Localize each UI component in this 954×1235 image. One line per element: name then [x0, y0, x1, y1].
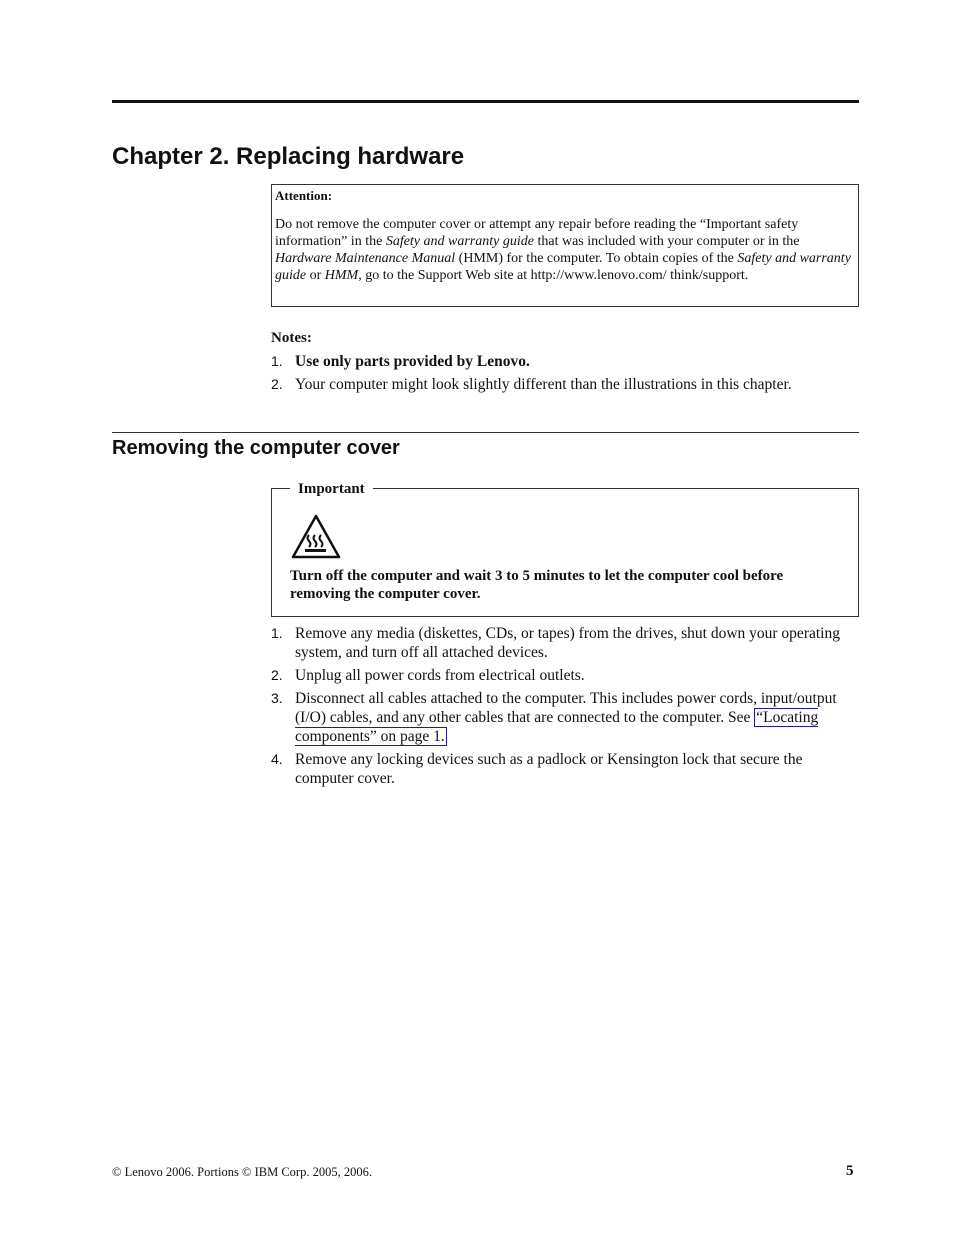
- list-number: 2.: [271, 376, 283, 392]
- attention-italic-title: HMM: [324, 268, 359, 283]
- step-text: Disconnect all cables attached to the computer. This includes power cords, input/output (I/O) cables, and any other cables that are connected to the computer. See: [295, 690, 837, 726]
- steps-list: [271, 624, 851, 788]
- attention-box: [271, 184, 859, 307]
- list-item: [271, 666, 851, 685]
- attention-text-part: Do not remove the computer cover or attempt any repair before reading the “Important safety information” in the: [275, 217, 799, 249]
- attention-label: Attention:: [275, 188, 333, 203]
- attention-italic-title: Safety and warranty guide: [275, 251, 851, 283]
- important-text: Turn off the computer and wait 3 to 5 minutes to let the computer cool before removing the computer cover.: [290, 568, 784, 602]
- attention-text-part: or: [306, 268, 325, 283]
- important-box: [271, 481, 859, 617]
- locating-components-link[interactable]: “Locating components” on page 1.: [295, 709, 819, 745]
- list-number: 1.: [271, 353, 283, 369]
- attention-text: [275, 216, 853, 284]
- attention-text-part: , go to the Support Web site at http://www.lenovo.com/ think/support.: [358, 268, 749, 283]
- notes-list: [271, 352, 851, 394]
- list-number: 2.: [271, 667, 283, 683]
- important-label: Important: [290, 480, 373, 499]
- footer-copyright: © Lenovo 2006. Portions © IBM Corp. 2005, 2006.: [112, 1165, 372, 1179]
- attention-italic-title: Hardware Maintenance Manual: [275, 251, 456, 266]
- top-rule: [112, 100, 859, 103]
- list-item: [271, 375, 851, 394]
- step-text: Remove any media (diskettes, CDs, or tapes) from the drives, shut down your operating system, and turn off all attached devices.: [295, 625, 840, 661]
- attention-text-part: (HMM) for the computer. To obtain copies of the: [455, 251, 738, 266]
- notes-label: Notes:: [271, 330, 312, 346]
- list-number: 4.: [271, 751, 283, 767]
- list-item: [271, 624, 851, 662]
- hot-surface-warning-icon: [290, 513, 342, 561]
- list-number: 3.: [271, 690, 283, 706]
- note-text: Your computer might look slightly different than the illustrations in this chapter.: [295, 376, 792, 393]
- section-rule: [112, 432, 859, 433]
- step-text: Unplug all power cords from electrical outlets.: [295, 667, 585, 684]
- attention-text-part: that was included with your computer or in the: [533, 234, 800, 249]
- list-item: [271, 750, 851, 788]
- list-item: [271, 352, 851, 371]
- section-title: Removing the computer cover: [112, 437, 400, 459]
- step-text: Remove any locking devices such as a padlock or Kensington lock that secure the computer cover.: [295, 751, 803, 787]
- page-number: 5: [846, 1163, 854, 1179]
- list-item: [271, 689, 851, 746]
- list-number: 1.: [271, 625, 283, 641]
- note-text: Use only parts provided by Lenovo.: [295, 353, 530, 370]
- attention-italic-title: Safety and warranty guide: [385, 234, 534, 249]
- chapter-title: Chapter 2. Replacing hardware: [112, 143, 465, 170]
